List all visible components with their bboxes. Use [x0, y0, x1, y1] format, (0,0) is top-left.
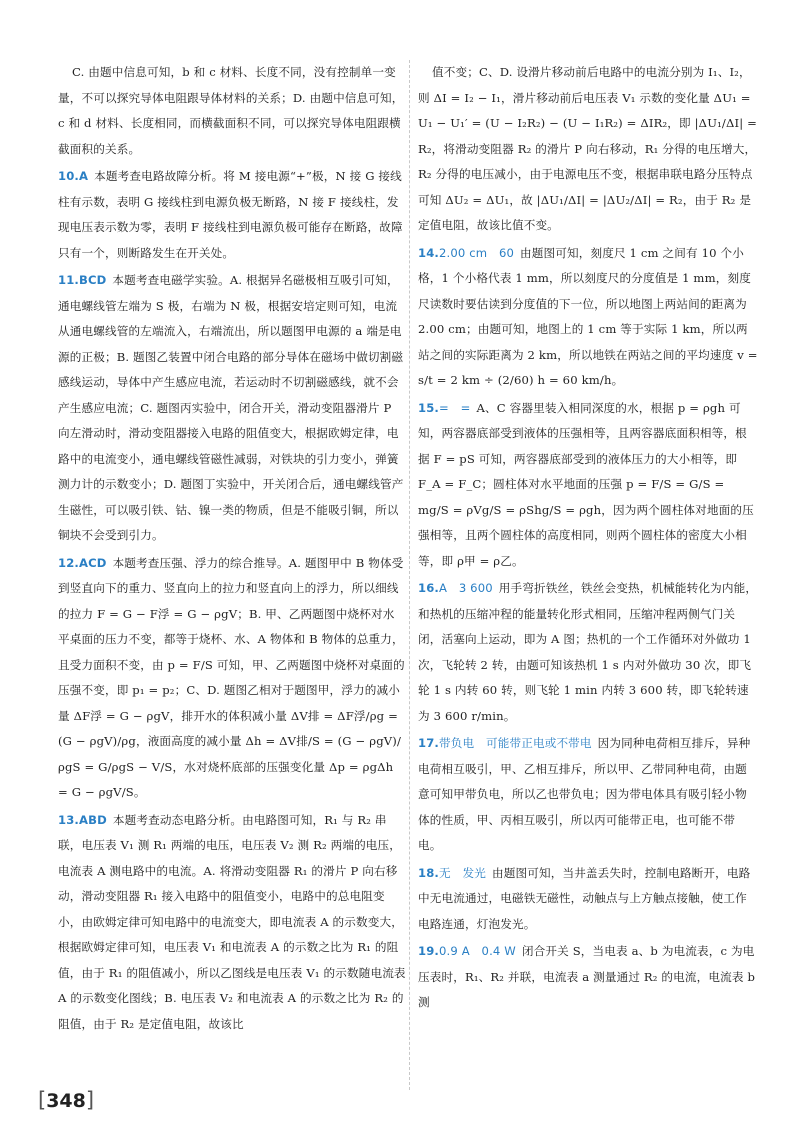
page-number-bracket-left: [: [38, 1088, 47, 1112]
q9-continuation: C. 由题中信息可知，b 和 c 材料、长度不同，没有控制单一变量，不可以探究导体电阻跟导体材料的关系；D. 由题中信息可知，c 和 d 材料、长度相同，而横截面积不同，可以探究导体电阻跟横截面积的关系。: [58, 65, 404, 156]
answer-text: 用手弯折铁丝，铁丝会变热，机械能转化为内能，和热机的压缩冲程的能量转化形式相同，压缩冲程两侧气门关闭，活塞向上运动，即为 A 图；热机的一个工作循环对外做功 1 次，飞轮转 2 转，由题可知该热机 1 s 内对外做功 30 次，即飞轮 1 s 内转 60 转，则飞轮 1 min 内转 3 600 转，即飞轮转速为 3 600 r/min。: [418, 581, 758, 723]
answer-fill: 无 发光: [439, 865, 486, 880]
answer-choice: ABD: [79, 812, 107, 827]
answer-number: 17.: [418, 736, 439, 750]
answer-text: 因为同种电荷相互排斥，异种电荷相互吸引，甲、乙相互排斥，所以甲、乙带同种电荷，由题意可知甲带负电，所以乙也带负电；因为带电体具有吸引轻小物体的性质，甲、丙相互吸引，所以丙可能带正电，也可能不带电。: [418, 736, 751, 852]
answer-text: 本题考查电路故障分析。将 M 接电源“+”极，N 接 G 接线柱有示数，表明 G 接线柱到电源负极无断路，N 接 F 接线柱，发现电压表示数为零，表明 F 接线柱到电源负极可能存在断路，故障只有一个，则断路发生在开关处。: [58, 169, 403, 260]
answer-fill: = =: [439, 400, 471, 415]
answer-text: 本题考查动态电路分析。由电路图可知，R₁ 与 R₂ 串联，电压表 V₁ 测 R₁ 两端的电压，电压表 V₂ 测 R₂ 两端的电压，电流表 A 测电路中的电流。A. 将滑动变阻器 R₁ 的滑片 P 向右移动，滑动变阻器 R₁ 接入电路中的阻值变小，电路中的总电阻变小，由欧姆定律可知电路中的电流变大，即电流表 A 的示数变大，根据欧姆定律可知，电压表 V₁ 和电流表 A 的示数之比为 R₁ 的阻值，由于 R₁ 的阻值减小，所以乙图线是电压表 V₁ 的示数随电流表 A 的示数变化图线；B. 电压表 V₂ 和电流表 A 的示数之比为 R₂ 的阻值，由于 R₂ 是定值电阻，故该比: [58, 812, 406, 1031]
answer-fill: 2.00 cm 60: [439, 245, 515, 260]
answer-number: 13.: [58, 812, 79, 827]
answer-fill: 0.9 A 0.4 W: [439, 944, 516, 958]
answer-number: 11.: [58, 273, 79, 287]
answer-13: [58, 808, 406, 1038]
left-column: [58, 60, 406, 1039]
answer-number: 14.: [418, 245, 439, 260]
answer-text: A、C 容器里装入相同深度的水，根据 p = ρgh 可知，两容器底部受到液体的压强相等，且两容器底面积相等，根据 F = pS 可知，两容器底部受到的液体压力的大小相等，即 F_A = F_C；圆柱体对水平地面的压强 p = F/S = G/S = mg/S = ρVg/S = ρShg/S = ρgh，因为两个圆柱体对地面的压强相等，且两个圆柱体的高度相同，则两个圆柱体的密度大小相等，即 ρ甲 = ρ乙。: [418, 400, 754, 568]
q13-continuation: 值不变；C、D. 设滑片移动前后电路中的电流分别为 I₁、I₂，则 ΔI = I₂ − I₁，滑片移动前后电压表 V₁ 示数的变化量 ΔU₁ = U₁ − U₁′ = (U − I₂R₂) − (U − I₁R₂) = ΔIR₂，即 |ΔU₁/ΔI| = R₂，将滑动变阻器 R₂ 的滑片 P 向右移动，R₁ 分得的电压增大，R₂ 分得的电压减小，由于电源电压不变，根据串联电路分压特点可知 ΔU₂ = ΔU₁，故 |ΔU₁/ΔI| = |ΔU₂/ΔI| = R₂，由于 R₂ 是定值电阻，故该比值不变。: [418, 65, 757, 232]
answer-number: 18.: [418, 865, 439, 880]
answer-10: [58, 164, 406, 266]
answer-14: [418, 241, 758, 394]
answer-number: 16.: [418, 581, 439, 595]
answer-text: 本题考查压强、浮力的综合推导。A. 题图甲中 B 物体受到竖直向下的重力、竖直向上的拉力和竖直向上的浮力，所以细线的拉力 F = G − F浮 = G − ρgV；B. 甲、乙两题图中烧杯对水平桌面的压力不变，都等于烧杯、水、A 物体和 B 物体的总重力，且受力面积不变，由 p = F/S 可知，甲、乙两题图中烧杯对桌面的压强不变，即 p₁ = p₂；C、D. 题图乙相对于题图甲，浮力的减小量 ΔF浮 = G − ρgV，排开水的体积减小量 ΔV排 = ΔF浮/ρg = (G − ρgV)/ρg，液面高度的减小量 Δh = ΔV排/S = (G − ρgV)/ρgS = G/ρgS − V/S，水对烧杯底部的压强变化量 Δp = ρgΔh = G − ρgV/S。: [58, 555, 405, 799]
page-number-value: 348: [46, 1090, 86, 1112]
answer-text: 本题考查电磁学实验。A. 根据异名磁极相互吸引可知，通电螺线管左端为 S 极，右端为 N 极，根据安培定则可知，电流从通电螺线管的左端流入，右端流出，所以题图甲电源的 a 端是电源的正极；B. 题图乙装置中闭合电路的部分导体在磁场中做切割磁感线运动，导体中产生感应电流，若运动时不切割磁感线，就不会产生感应电流；C. 题图丙实验中，闭合开关，滑动变阻器滑片 P 向左滑动时，滑动变阻器接入电路的阻值变大，根据欧姆定律，电路中的电流变小，通电螺线管磁性减弱，对铁块的引力变小，弹簧测力计的示数变小；D. 题图丁实验中，开关闭合后，通电螺线管产生磁性，可以吸引铁、钴、镍一类的物质，但是不能吸引铜，所以铜块不会受到引力。: [58, 273, 404, 542]
answer-text: 闭合开关 S，当电表 a、b 为电流表，c 为电压表时，R₁、R₂ 并联，电流表 a 测量通过 R₂ 的电流，电流表 b 测: [418, 944, 756, 1009]
answer-15: [418, 396, 758, 575]
page-number: [38, 1088, 94, 1112]
page-number-bracket-right: ]: [85, 1088, 95, 1112]
answer-text: 由题图可知，当井盖丢失时，控制电路断开，电路中无电流通过，电磁铁无磁性，动触点与上方触点接触，使工作电路连通，灯泡发光。: [418, 865, 751, 931]
answer-number: 19.: [418, 944, 439, 958]
answer-choice: ACD: [79, 555, 107, 570]
column-divider: [409, 60, 410, 1090]
answer-number: 15.: [418, 400, 439, 415]
answer-11: [58, 268, 406, 549]
answer-text: 由题图可知，刻度尺 1 cm 之间有 10 个小格，1 个小格代表 1 mm，所以刻度尺的分度值是 1 mm，刻度尺读数时要估读到分度值的下一位，所以地图上两站间的距离为 2.00 cm；由题可知，地图上的 1 cm 等于实际 1 km，所以两站之间的实际距离为 2 km，所以地铁在两站之间的平均速度 v = s/t = 2 km ÷ (2/60) h = 60 km/h。: [418, 245, 758, 387]
answer-16: [418, 576, 758, 729]
answer-18: [418, 861, 758, 938]
answer-number: 12.: [58, 555, 79, 570]
right-column: [418, 60, 758, 1018]
answer-choice: A: [79, 169, 89, 183]
answer-fill: 带负电 可能带正电或不带电: [439, 736, 592, 750]
answer-number: 10.: [58, 169, 79, 183]
answer-fill: A 3 600: [439, 581, 493, 595]
answer-choice: BCD: [79, 273, 107, 287]
answer-12: [58, 551, 406, 806]
answer-17: [418, 731, 758, 859]
answer-19: [418, 939, 758, 1016]
